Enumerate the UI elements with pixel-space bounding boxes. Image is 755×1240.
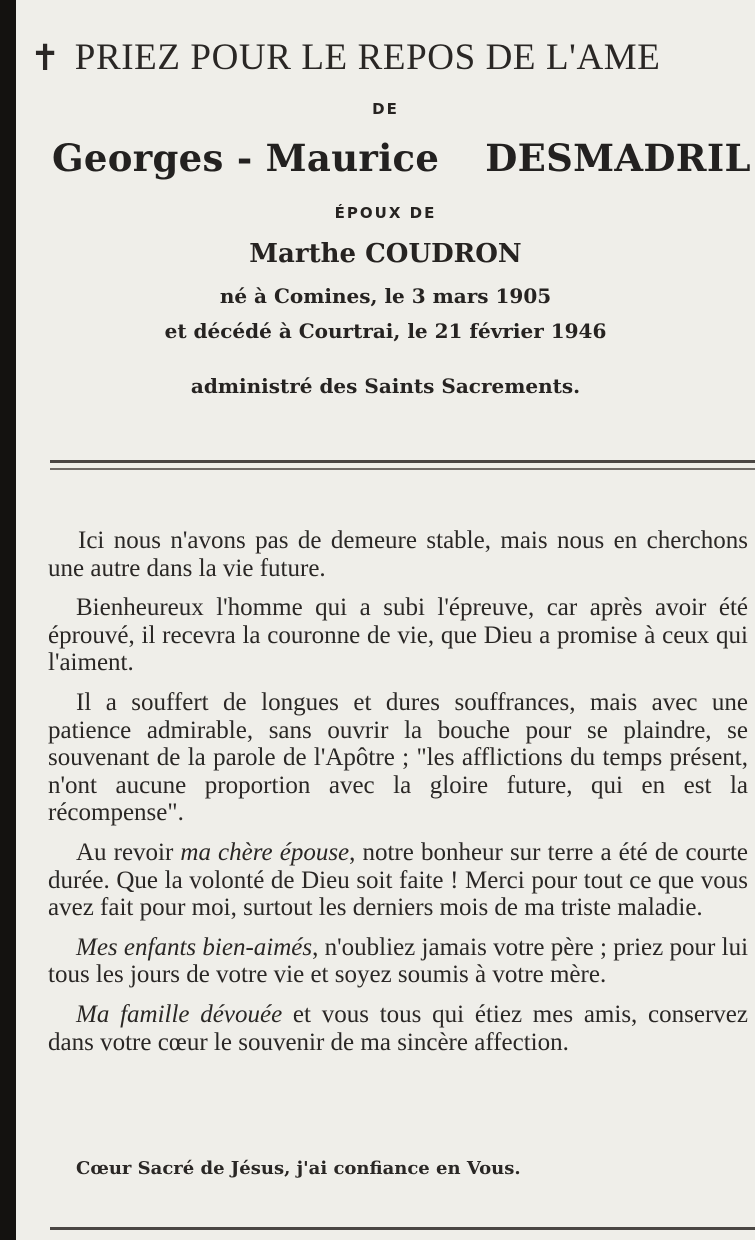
- paragraph-4-start: Au revoir: [76, 838, 181, 866]
- paragraph-2: Bienheureux l'homme qui a subi l'épreuve, car après avoir été éprouvé, il recevra la couronne de vie, que Dieu a promise à ceux qui l'aiment.: [48, 594, 748, 677]
- closing-prayer: Cœur Sacré de Jésus, j'ai confiance en Vous.: [76, 1158, 521, 1179]
- card-left-edge: [0, 0, 16, 1240]
- paragraph-3: Il a souffert de longues et dures souffrances, mais avec une patience admirable, sans ouvrir la bouche pour se plaindre, se souvenant de la parole de l'Apôtre ; "les afflictions du temps présent, n'ont aucune proportion avec la gloire future, qui en est la récompense".: [48, 688, 748, 827]
- paragraph-1: Ici nous n'avons pas de demeure stable, mais nous en cherchons une autre dans la vie future.: [48, 527, 748, 582]
- sacraments-line: administré des Saints Sacrements.: [190, 374, 581, 398]
- death-line: et décédé à Courtrai, le 21 février 1946: [164, 319, 607, 343]
- paragraph-6: [48, 1001, 748, 1056]
- deceased-first-names: Georges - Maurice: [52, 136, 440, 180]
- divider-bottom: [50, 1227, 755, 1230]
- deceased-name: [52, 136, 755, 180]
- spouse-name: Marthe COUDRON: [249, 239, 522, 269]
- paragraph-4: [48, 839, 748, 922]
- header-title: PRIEZ POUR LE REPOS DE L'AME: [74, 37, 661, 78]
- paragraph-5: [48, 934, 748, 989]
- de-label: DE: [372, 100, 399, 118]
- memorial-text: [48, 527, 748, 1068]
- paragraph-6-italic: Ma famille dévouée: [76, 1000, 283, 1028]
- cross-icon: ✝: [30, 38, 61, 78]
- paragraph-5-rest: , n'oubliez jamais votre père ; priez pour lui tous les jours de votre vie et soyez soumis à votre mère.: [48, 933, 749, 989]
- deceased-surname: DESMADRIL: [485, 136, 751, 180]
- paragraph-5-italic: Mes enfants bien-aimés: [76, 933, 313, 961]
- birth-line: né à Comines, le 3 mars 1905: [219, 284, 552, 308]
- paragraph-4-rest: , notre bonheur sur terre a été de courte durée. Que la volonté de Dieu soit faite ! Merci pour tout ce que vous avez fait pour moi, surtout les derniers mois de ma triste maladie.: [48, 838, 748, 922]
- paragraph-6-rest: et vous tous qui étiez mes amis, conservez dans votre cœur le souvenir de ma sincère affection.: [48, 1000, 748, 1056]
- paragraph-4-italic: ma chère épouse: [180, 838, 350, 866]
- divider-top-thick: [50, 460, 755, 463]
- header-title-line: [30, 36, 755, 79]
- spouse-label: ÉPOUX DE: [334, 204, 437, 222]
- divider-top-thin: [50, 468, 755, 470]
